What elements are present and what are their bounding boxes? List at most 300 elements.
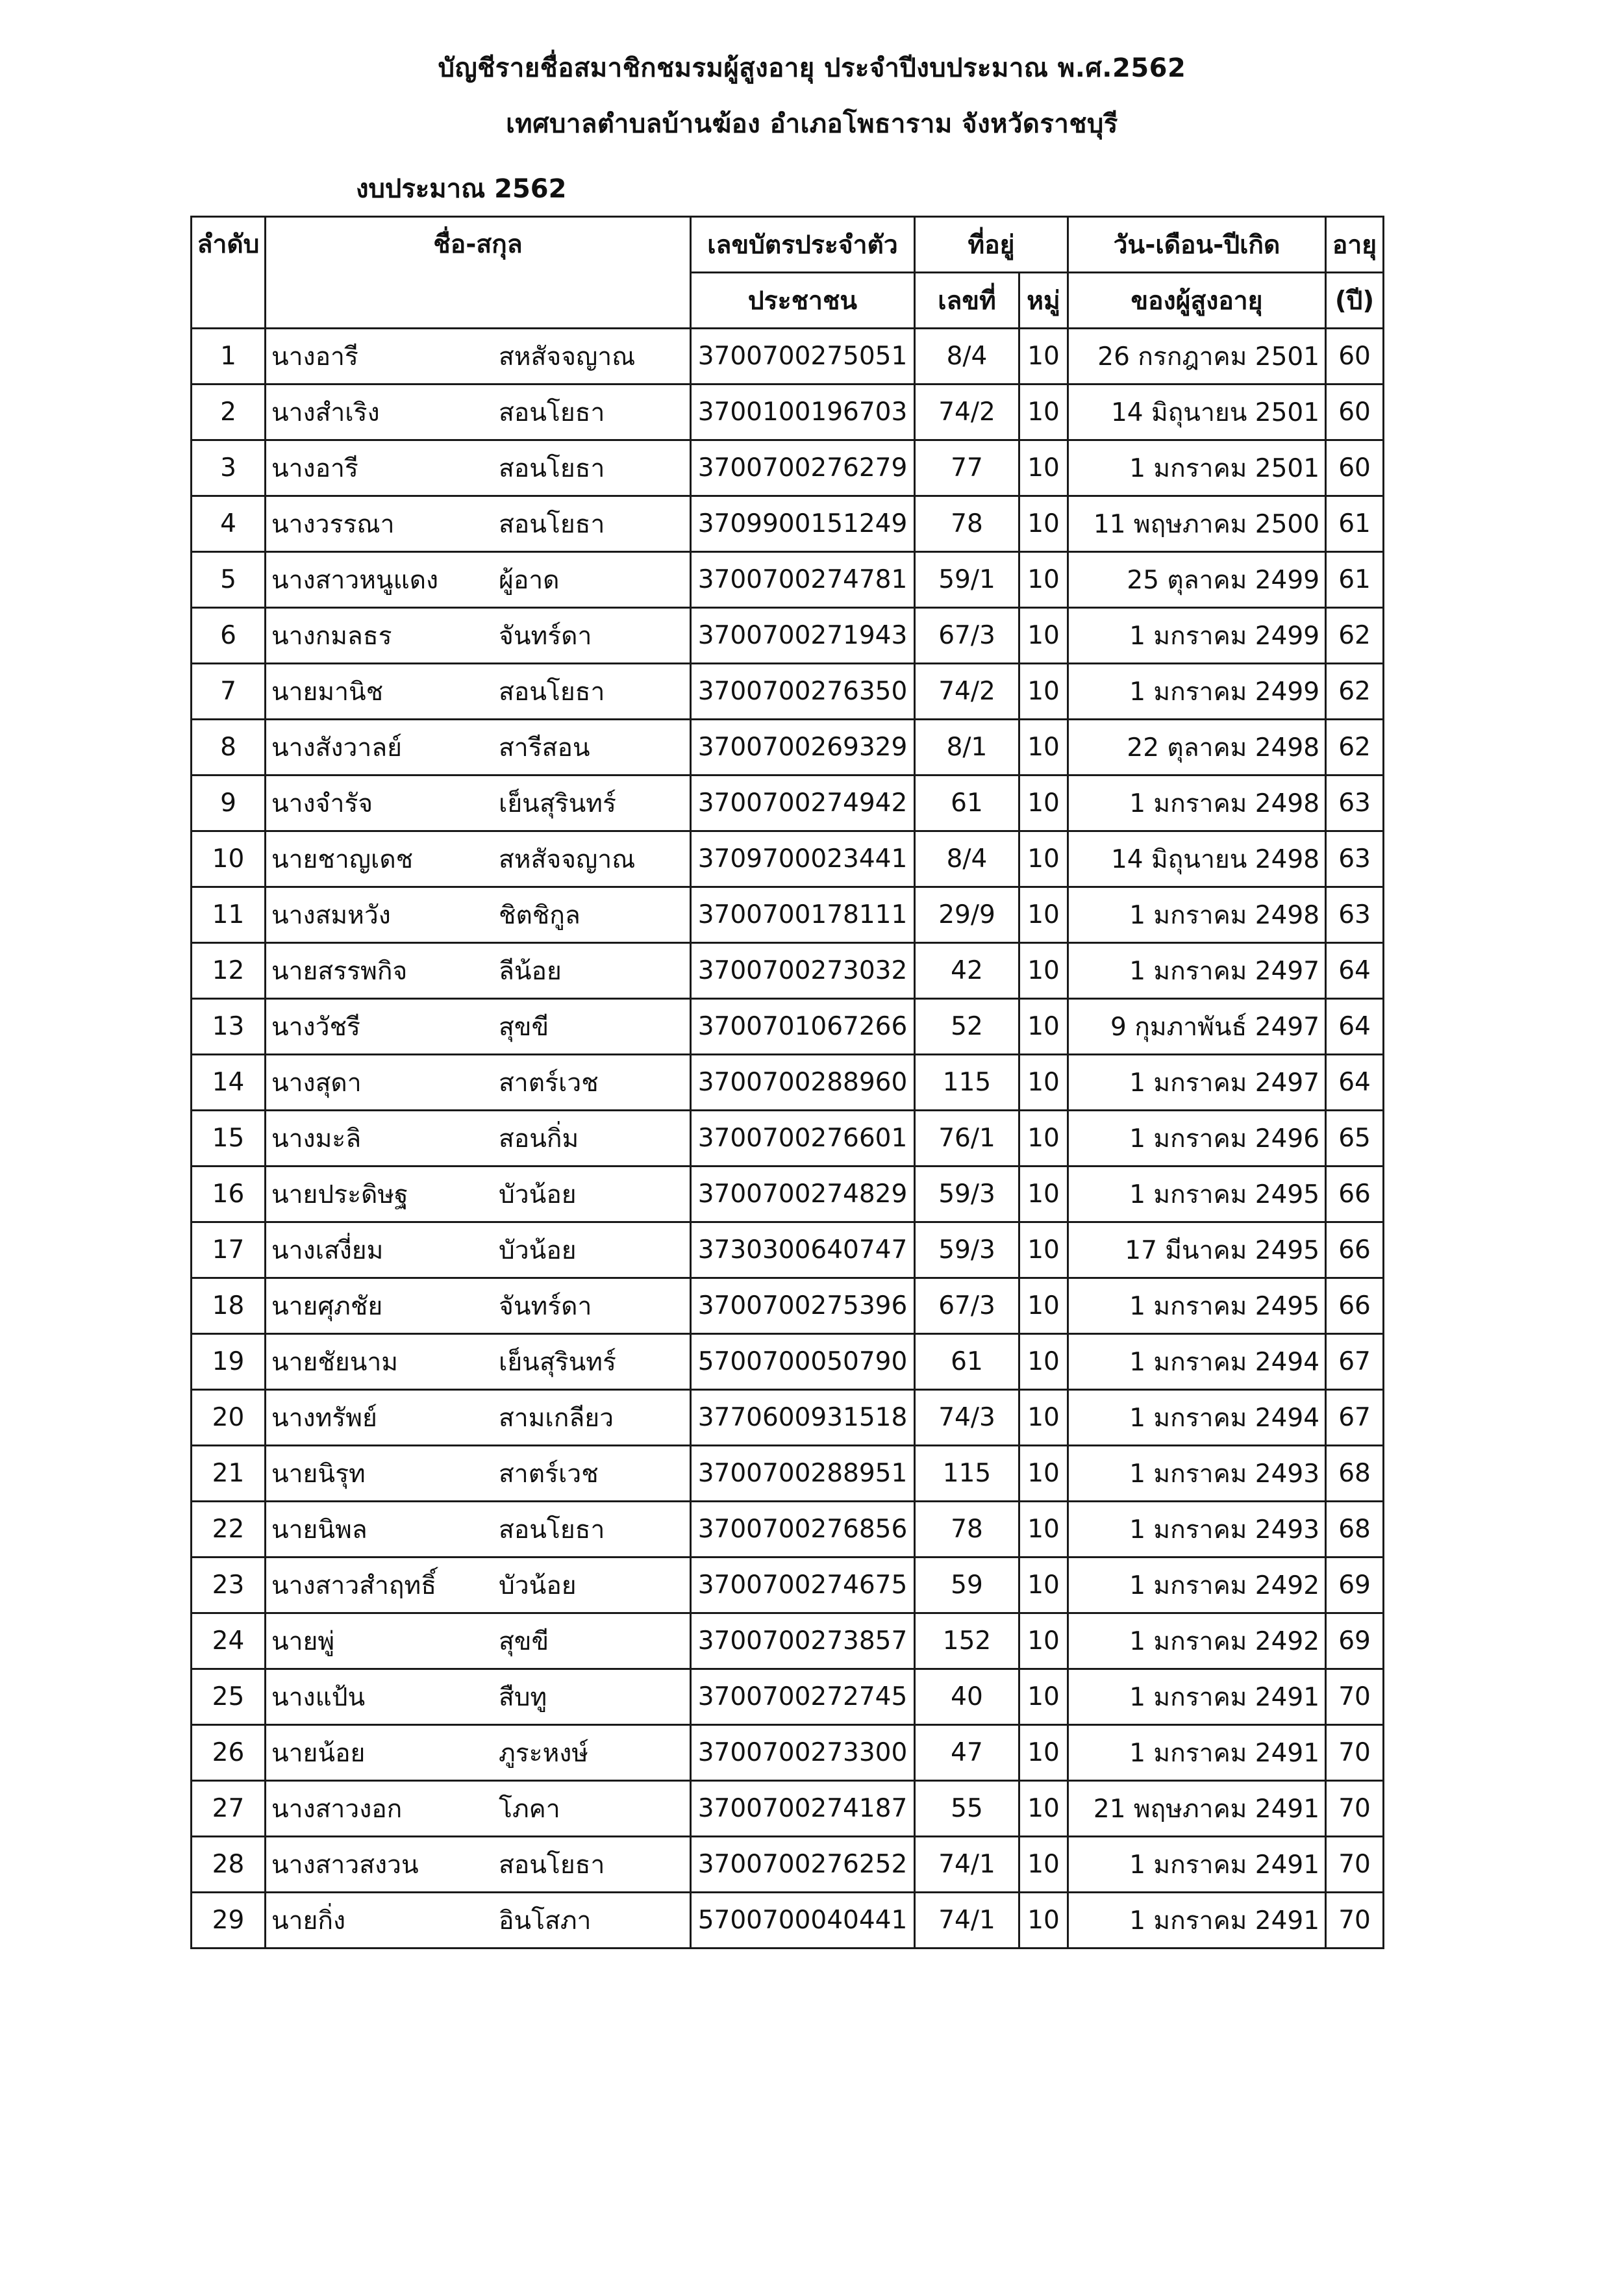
table-row: [192, 1558, 1384, 1613]
col-header-id-line1: เลขบัตรประจำตัว: [691, 217, 915, 273]
budget-label: งบประมาณ 2562: [356, 174, 567, 204]
cell-order: 3: [192, 440, 266, 496]
cell-moo: 10: [1019, 1278, 1068, 1334]
first-name: นางอารี: [271, 342, 358, 372]
cell-id-number: 3700100196703: [691, 385, 915, 440]
cell-id-number: 3700700274829: [691, 1167, 915, 1222]
cell-name: [266, 1893, 691, 1949]
cell-id-number: 3700700276856: [691, 1502, 915, 1558]
cell-age: 70: [1326, 1669, 1384, 1725]
col-header-order: ลำดับ: [192, 217, 266, 329]
cell-house-no: 115: [915, 1446, 1019, 1502]
first-name: นางสำเริง: [271, 397, 380, 427]
first-name: นางวัชรี: [271, 1012, 360, 1042]
cell-house-no: 78: [915, 496, 1019, 552]
cell-dob: 1 มกราคม 2493: [1068, 1502, 1326, 1558]
cell-moo: 10: [1019, 1613, 1068, 1669]
cell-name: [266, 552, 691, 608]
cell-dob: 1 มกราคม 2494: [1068, 1390, 1326, 1446]
cell-house-no: 115: [915, 1055, 1019, 1111]
cell-id-number: 3700700275051: [691, 329, 915, 385]
first-name: นางสาวงอก: [271, 1794, 403, 1824]
table-row: [192, 1334, 1384, 1390]
cell-moo: 10: [1019, 1669, 1068, 1725]
last-name: ลีน้อย: [499, 956, 562, 986]
cell-age: 62: [1326, 664, 1384, 720]
cell-order: 20: [192, 1390, 266, 1446]
last-name: สอนโยธา: [499, 509, 605, 539]
cell-age: 69: [1326, 1613, 1384, 1669]
first-name: นางกมลธร: [271, 621, 392, 651]
cell-moo: 10: [1019, 1893, 1068, 1949]
cell-house-no: 76/1: [915, 1111, 1019, 1167]
first-name: นางเสงี่ยม: [271, 1235, 384, 1265]
cell-name: [266, 776, 691, 831]
cell-age: 60: [1326, 329, 1384, 385]
cell-name: [266, 1725, 691, 1781]
cell-moo: 10: [1019, 1111, 1068, 1167]
cell-age: 70: [1326, 1837, 1384, 1893]
cell-moo: 10: [1019, 385, 1068, 440]
cell-moo: 10: [1019, 1558, 1068, 1613]
table-row: [192, 831, 1384, 887]
cell-moo: 10: [1019, 1390, 1068, 1446]
first-name: นายสรรพกิจ: [271, 956, 408, 986]
cell-name: [266, 664, 691, 720]
cell-dob: 1 มกราคม 2499: [1068, 608, 1326, 664]
cell-moo: 10: [1019, 776, 1068, 831]
table-row: [192, 329, 1384, 385]
cell-house-no: 8/4: [915, 831, 1019, 887]
last-name: สุขขี: [499, 1626, 549, 1656]
cell-house-no: 77: [915, 440, 1019, 496]
first-name: นายนิรุท: [271, 1459, 366, 1489]
cell-dob: 25 ตุลาคม 2499: [1068, 552, 1326, 608]
cell-moo: 10: [1019, 440, 1068, 496]
cell-name: [266, 1558, 691, 1613]
cell-order: 16: [192, 1167, 266, 1222]
table-row: [192, 608, 1384, 664]
last-name: บัวน้อย: [499, 1179, 577, 1209]
cell-id-number: 3700700269329: [691, 720, 915, 776]
cell-order: 4: [192, 496, 266, 552]
cell-age: 70: [1326, 1893, 1384, 1949]
cell-id-number: 3700700274675: [691, 1558, 915, 1613]
cell-name: [266, 1167, 691, 1222]
cell-name: [266, 887, 691, 943]
cell-name: [266, 1390, 691, 1446]
cell-id-number: 3700700274187: [691, 1781, 915, 1837]
cell-id-number: 3700700288951: [691, 1446, 915, 1502]
cell-age: 63: [1326, 887, 1384, 943]
cell-name: [266, 385, 691, 440]
table-row: [192, 720, 1384, 776]
cell-moo: 10: [1019, 552, 1068, 608]
table-row: [192, 440, 1384, 496]
first-name: นางสุดา: [271, 1068, 362, 1098]
cell-order: 6: [192, 608, 266, 664]
cell-moo: 10: [1019, 943, 1068, 999]
cell-house-no: 74/2: [915, 664, 1019, 720]
table-row: [192, 1669, 1384, 1725]
cell-dob: 1 มกราคม 2491: [1068, 1725, 1326, 1781]
last-name: สาตร์เวช: [499, 1459, 599, 1489]
first-name: นายชาญเดช: [271, 844, 414, 874]
cell-age: 64: [1326, 943, 1384, 999]
cell-name: [266, 496, 691, 552]
cell-dob: 1 มกราคม 2501: [1068, 440, 1326, 496]
cell-age: 63: [1326, 776, 1384, 831]
table-row: [192, 1781, 1384, 1837]
cell-order: 5: [192, 552, 266, 608]
table-row: [192, 1725, 1384, 1781]
cell-dob: 1 มกราคม 2491: [1068, 1837, 1326, 1893]
cell-moo: 10: [1019, 664, 1068, 720]
cell-name: [266, 440, 691, 496]
cell-dob: 14 มิถุนายน 2498: [1068, 831, 1326, 887]
cell-house-no: 67/3: [915, 608, 1019, 664]
cell-moo: 10: [1019, 1837, 1068, 1893]
cell-age: 66: [1326, 1167, 1384, 1222]
cell-dob: 21 พฤษภาคม 2491: [1068, 1781, 1326, 1837]
first-name: นางสมหวัง: [271, 900, 391, 930]
cell-name: [266, 1334, 691, 1390]
first-name: นายศุภชัย: [271, 1291, 383, 1321]
first-name: นางสังวาลย์: [271, 733, 402, 763]
col-header-id-line2: ประชาชน: [691, 273, 915, 329]
cell-id-number: 3700701067266: [691, 999, 915, 1055]
cell-id-number: 3700700272745: [691, 1669, 915, 1725]
last-name: อินโสภา: [499, 1906, 592, 1936]
cell-house-no: 74/3: [915, 1390, 1019, 1446]
table-row: [192, 1167, 1384, 1222]
cell-id-number: 3770600931518: [691, 1390, 915, 1446]
cell-house-no: 59/1: [915, 552, 1019, 608]
cell-dob: 1 มกราคม 2491: [1068, 1669, 1326, 1725]
cell-house-no: 74/1: [915, 1893, 1019, 1949]
cell-dob: 26 กรกฎาคม 2501: [1068, 329, 1326, 385]
cell-dob: 17 มีนาคม 2495: [1068, 1222, 1326, 1278]
cell-moo: 10: [1019, 720, 1068, 776]
last-name: ผู้อาด: [499, 565, 560, 595]
cell-order: 19: [192, 1334, 266, 1390]
last-name: จันทร์ดา: [499, 621, 592, 651]
cell-age: 68: [1326, 1502, 1384, 1558]
cell-house-no: 59: [915, 1558, 1019, 1613]
last-name: บัวน้อย: [499, 1235, 577, 1265]
cell-dob: 9 กุมภาพันธ์ 2497: [1068, 999, 1326, 1055]
cell-order: 18: [192, 1278, 266, 1334]
cell-dob: 1 มกราคม 2493: [1068, 1446, 1326, 1502]
table-row: [192, 1390, 1384, 1446]
table-row: [192, 1502, 1384, 1558]
cell-name: [266, 999, 691, 1055]
cell-id-number: 3700700276252: [691, 1837, 915, 1893]
cell-order: 29: [192, 1893, 266, 1949]
cell-order: 15: [192, 1111, 266, 1167]
last-name: ภูระหงษ์: [499, 1738, 589, 1768]
cell-house-no: 74/2: [915, 385, 1019, 440]
table-row: [192, 496, 1384, 552]
cell-moo: 10: [1019, 1781, 1068, 1837]
cell-order: 25: [192, 1669, 266, 1725]
cell-age: 68: [1326, 1446, 1384, 1502]
cell-id-number: 3700700276279: [691, 440, 915, 496]
last-name: สามเกลียว: [499, 1403, 614, 1433]
cell-name: [266, 1781, 691, 1837]
first-name: นางวรรณา: [271, 509, 395, 539]
cell-house-no: 8/1: [915, 720, 1019, 776]
last-name: สอนโยธา: [499, 677, 605, 707]
cell-dob: 1 มกราคม 2497: [1068, 943, 1326, 999]
col-header-address: ที่อยู่: [915, 217, 1068, 273]
cell-id-number: 3700700276350: [691, 664, 915, 720]
last-name: เย็นสุรินทร์: [499, 1347, 616, 1377]
cell-dob: 1 มกราคม 2492: [1068, 1613, 1326, 1669]
cell-order: 17: [192, 1222, 266, 1278]
table-header: [192, 217, 1384, 329]
first-name: นางแป้น: [271, 1682, 366, 1712]
first-name: นางสาวสงวน: [271, 1850, 419, 1880]
cell-moo: 10: [1019, 887, 1068, 943]
document-title: บัญชีรายชื่อสมาชิกชมรมผู้สูงอายุ ประจำปีงบประมาณ พ.ศ.2562: [438, 53, 1186, 83]
cell-house-no: 59/3: [915, 1222, 1019, 1278]
cell-house-no: 152: [915, 1613, 1019, 1669]
first-name: นายกิ่ง: [271, 1906, 346, 1936]
cell-name: [266, 1446, 691, 1502]
last-name: เย็นสุรินทร์: [499, 788, 616, 818]
cell-age: 62: [1326, 608, 1384, 664]
cell-id-number: 3709700023441: [691, 831, 915, 887]
table-row: [192, 552, 1384, 608]
cell-moo: 10: [1019, 329, 1068, 385]
cell-id-number: 3700700276601: [691, 1111, 915, 1167]
table-row: [192, 1837, 1384, 1893]
cell-order: 22: [192, 1502, 266, 1558]
last-name: สอนกิ่ม: [499, 1124, 579, 1154]
cell-house-no: 67/3: [915, 1278, 1019, 1334]
cell-house-no: 29/9: [915, 887, 1019, 943]
cell-name: [266, 720, 691, 776]
cell-id-number: 3700700274942: [691, 776, 915, 831]
cell-dob: 1 มกราคม 2492: [1068, 1558, 1326, 1613]
cell-house-no: 78: [915, 1502, 1019, 1558]
cell-order: 13: [192, 999, 266, 1055]
table-row: [192, 1055, 1384, 1111]
cell-moo: 10: [1019, 1055, 1068, 1111]
cell-order: 8: [192, 720, 266, 776]
col-header-dob-line2: ของผู้สูงอายุ: [1068, 273, 1326, 329]
cell-dob: 1 มกราคม 2495: [1068, 1167, 1326, 1222]
cell-order: 14: [192, 1055, 266, 1111]
last-name: สืบทู: [499, 1682, 547, 1712]
cell-age: 67: [1326, 1334, 1384, 1390]
cell-dob: 1 มกราคม 2496: [1068, 1111, 1326, 1167]
table-row: [192, 1893, 1384, 1949]
first-name: นายน้อย: [271, 1738, 366, 1768]
first-name: นางทรัพย์: [271, 1403, 377, 1433]
cell-age: 60: [1326, 440, 1384, 496]
cell-age: 69: [1326, 1558, 1384, 1613]
first-name: นางอารี: [271, 453, 358, 483]
last-name: สอนโยธา: [499, 1515, 605, 1545]
first-name: นายชัยนาม: [271, 1347, 398, 1377]
table-row: [192, 1278, 1384, 1334]
cell-id-number: 3700700273857: [691, 1613, 915, 1669]
cell-name: [266, 1222, 691, 1278]
cell-house-no: 52: [915, 999, 1019, 1055]
cell-order: 12: [192, 943, 266, 999]
cell-name: [266, 1502, 691, 1558]
cell-age: 67: [1326, 1390, 1384, 1446]
table-row: [192, 999, 1384, 1055]
cell-order: 23: [192, 1558, 266, 1613]
cell-house-no: 74/1: [915, 1837, 1019, 1893]
cell-id-number: 3700700271943: [691, 608, 915, 664]
cell-age: 63: [1326, 831, 1384, 887]
cell-age: 70: [1326, 1781, 1384, 1837]
cell-dob: 1 มกราคม 2494: [1068, 1334, 1326, 1390]
last-name: สอนโยธา: [499, 453, 605, 483]
last-name: โภคา: [499, 1794, 560, 1824]
document-subtitle: เทศบาลตำบลบ้านฆ้อง อำเภอโพธาราม จังหวัดราชบุรี: [506, 109, 1118, 139]
cell-moo: 10: [1019, 999, 1068, 1055]
cell-moo: 10: [1019, 1167, 1068, 1222]
first-name: นายนิพล: [271, 1515, 368, 1545]
cell-name: [266, 1278, 691, 1334]
last-name: สารีสอน: [499, 733, 590, 763]
last-name: สุขขี: [499, 1012, 549, 1042]
cell-name: [266, 1613, 691, 1669]
cell-order: 27: [192, 1781, 266, 1837]
table-row: [192, 664, 1384, 720]
cell-name: [266, 1111, 691, 1167]
cell-age: 62: [1326, 720, 1384, 776]
cell-dob: 1 มกราคม 2498: [1068, 776, 1326, 831]
cell-order: 26: [192, 1725, 266, 1781]
cell-order: 28: [192, 1837, 266, 1893]
cell-dob: 1 มกราคม 2491: [1068, 1893, 1326, 1949]
cell-moo: 10: [1019, 831, 1068, 887]
last-name: บัวน้อย: [499, 1570, 577, 1600]
cell-house-no: 8/4: [915, 329, 1019, 385]
last-name: จันทร์ดา: [499, 1291, 592, 1321]
cell-house-no: 55: [915, 1781, 1019, 1837]
cell-id-number: 5700700050790: [691, 1334, 915, 1390]
first-name: นางมะลิ: [271, 1124, 362, 1154]
cell-moo: 10: [1019, 1334, 1068, 1390]
cell-house-no: 61: [915, 1334, 1019, 1390]
cell-house-no: 42: [915, 943, 1019, 999]
cell-moo: 10: [1019, 1222, 1068, 1278]
cell-id-number: 3700700178111: [691, 887, 915, 943]
cell-age: 61: [1326, 496, 1384, 552]
cell-id-number: 3700700274781: [691, 552, 915, 608]
cell-house-no: 59/3: [915, 1167, 1019, 1222]
cell-id-number: 3700700275396: [691, 1278, 915, 1334]
first-name: นางสาวสำฤทธิ์: [271, 1570, 437, 1600]
cell-dob: 1 มกราคม 2499: [1068, 664, 1326, 720]
table-row: [192, 385, 1384, 440]
cell-age: 64: [1326, 999, 1384, 1055]
cell-order: 9: [192, 776, 266, 831]
cell-order: 1: [192, 329, 266, 385]
cell-name: [266, 1669, 691, 1725]
table-row: [192, 1111, 1384, 1167]
cell-age: 64: [1326, 1055, 1384, 1111]
cell-id-number: 3730300640747: [691, 1222, 915, 1278]
cell-age: 70: [1326, 1725, 1384, 1781]
cell-moo: 10: [1019, 1502, 1068, 1558]
cell-name: [266, 1055, 691, 1111]
cell-dob: 1 มกราคม 2495: [1068, 1278, 1326, 1334]
members-table: [190, 216, 1384, 1949]
cell-name: [266, 943, 691, 999]
col-header-age-line2: (ปี): [1326, 273, 1384, 329]
cell-id-number: 5700700040441: [691, 1893, 915, 1949]
col-header-house-no: เลขที่: [915, 273, 1019, 329]
last-name: สหสัจจญาณ: [499, 342, 636, 372]
cell-moo: 10: [1019, 608, 1068, 664]
cell-order: 11: [192, 887, 266, 943]
table-row: [192, 1613, 1384, 1669]
cell-age: 60: [1326, 385, 1384, 440]
cell-name: [266, 831, 691, 887]
col-header-age-line1: อายุ: [1326, 217, 1384, 273]
table-row: [192, 776, 1384, 831]
cell-moo: 10: [1019, 1725, 1068, 1781]
col-header-dob-line1: วัน-เดือน-ปีเกิด: [1068, 217, 1326, 273]
cell-order: 10: [192, 831, 266, 887]
cell-dob: 11 พฤษภาคม 2500: [1068, 496, 1326, 552]
cell-house-no: 40: [915, 1669, 1019, 1725]
cell-order: 21: [192, 1446, 266, 1502]
cell-order: 2: [192, 385, 266, 440]
cell-dob: 1 มกราคม 2497: [1068, 1055, 1326, 1111]
first-name: นายประดิษฐ: [271, 1179, 408, 1209]
last-name: สาตร์เวช: [499, 1068, 599, 1098]
cell-id-number: 3700700288960: [691, 1055, 915, 1111]
cell-dob: 1 มกราคม 2498: [1068, 887, 1326, 943]
first-name: นางสาวหนูแดง: [271, 565, 439, 595]
table-row: [192, 943, 1384, 999]
first-name: นายมานิช: [271, 677, 384, 707]
cell-id-number: 3709900151249: [691, 496, 915, 552]
cell-age: 65: [1326, 1111, 1384, 1167]
table-row: [192, 1446, 1384, 1502]
cell-name: [266, 608, 691, 664]
cell-id-number: 3700700273032: [691, 943, 915, 999]
cell-dob: 22 ตุลาคม 2498: [1068, 720, 1326, 776]
cell-order: 7: [192, 664, 266, 720]
last-name: สอนโยธา: [499, 1850, 605, 1880]
col-header-moo: หมู่: [1019, 273, 1068, 329]
cell-name: [266, 1837, 691, 1893]
cell-age: 66: [1326, 1222, 1384, 1278]
col-header-name: ชื่อ-สกุล: [266, 217, 691, 329]
cell-age: 61: [1326, 552, 1384, 608]
cell-dob: 14 มิถุนายน 2501: [1068, 385, 1326, 440]
first-name: นายพู่: [271, 1626, 335, 1656]
cell-moo: 10: [1019, 496, 1068, 552]
first-name: นางจำรัจ: [271, 788, 373, 818]
cell-house-no: 47: [915, 1725, 1019, 1781]
last-name: สอนโยธา: [499, 397, 605, 427]
cell-name: [266, 329, 691, 385]
last-name: สหสัจจญาณ: [499, 844, 636, 874]
table-row: [192, 887, 1384, 943]
last-name: ชิตชิกูล: [499, 900, 581, 930]
